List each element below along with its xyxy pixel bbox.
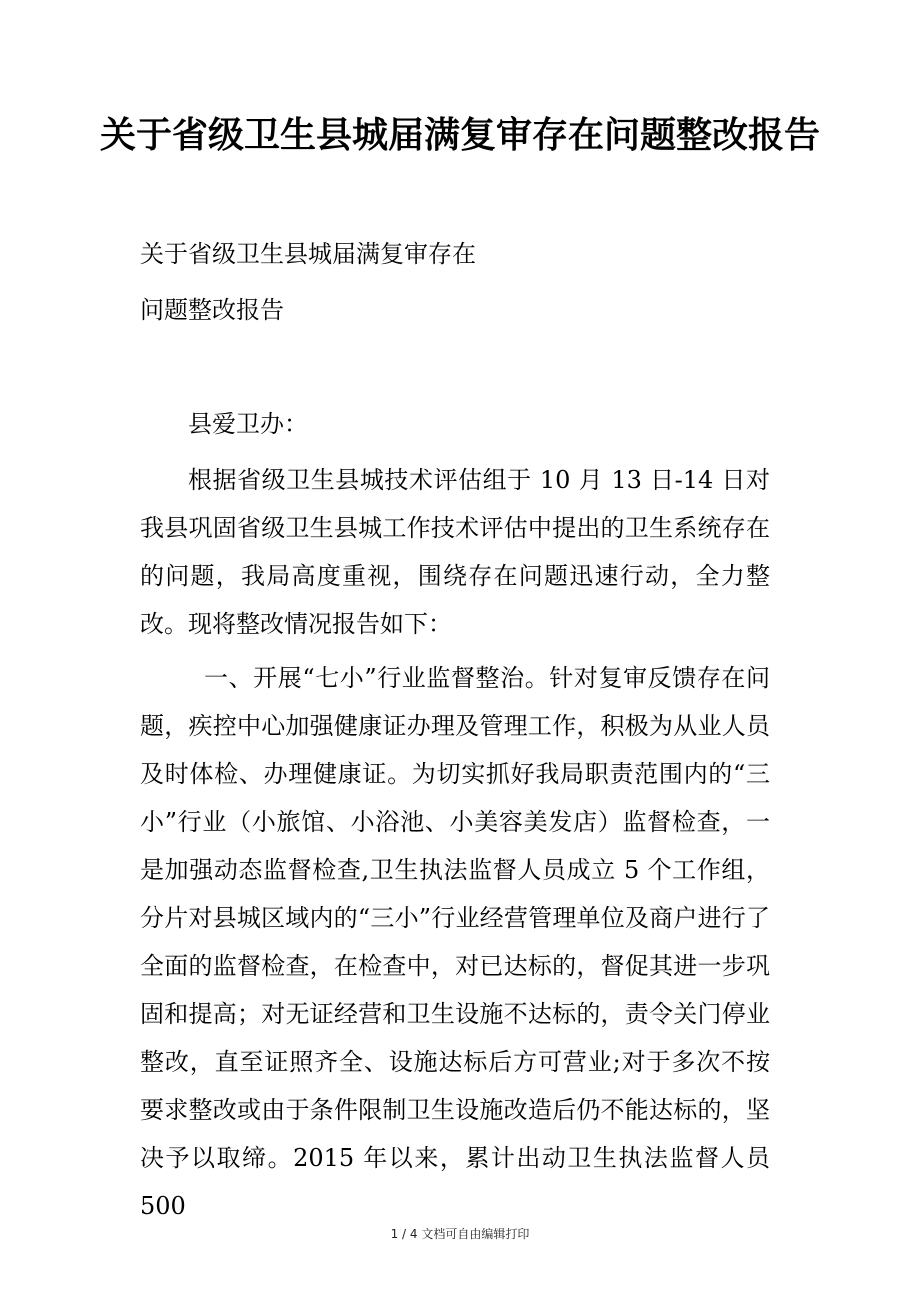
subtitle-line-2: 问题整改报告 [140,296,284,324]
salutation: 县爱卫办： [188,410,308,438]
document-title: 关于省级卫生县城届满复审存在问题整改报告 [100,114,821,156]
paragraph-intro: 根据省级卫生县城技术评估组于 10 月 13 日-14 日对我县巩固省级卫生县城工作技术评估中提出的卫生系统存在的问题，我局高度重视，围绕存在问题迅速行动，全力整改。现将整改情况报告如下： [140,466,770,638]
page-footer: 1 / 4 文档可自由编辑打印 [390,1227,530,1241]
subtitle-line-1: 关于省级卫生县城届满复审存在 [140,240,476,268]
paragraph-section-one: 一、开展“七小”行业监督整治。针对复审反馈存在问题，疾控中心加强健康证办理及管理工作，积极为从业人员及时体检、办理健康证。为切实抓好我局职责范围内的“三小”行业（小旅馆、小浴池、小美容美发店）监督检查，一是加强动态监督检查,卫生执法监督人员成立 5 个工作组，分片对县城区域内的“三小”行业经营管理单位及商户进行了全面的监督检查，在检查中，对已达标的，督促其进一步巩固和提高；对无证经营和卫生设施不达标的，责令关门停业整改，直至证照齐全、设施达标后方可营业;对于多次不按要求整改或由于条件限制卫生设施改造后仍不能达标的，坚决予以取缔。2015 年以来，累计出动卫生执法监督人员 500 [140,664,770,1220]
